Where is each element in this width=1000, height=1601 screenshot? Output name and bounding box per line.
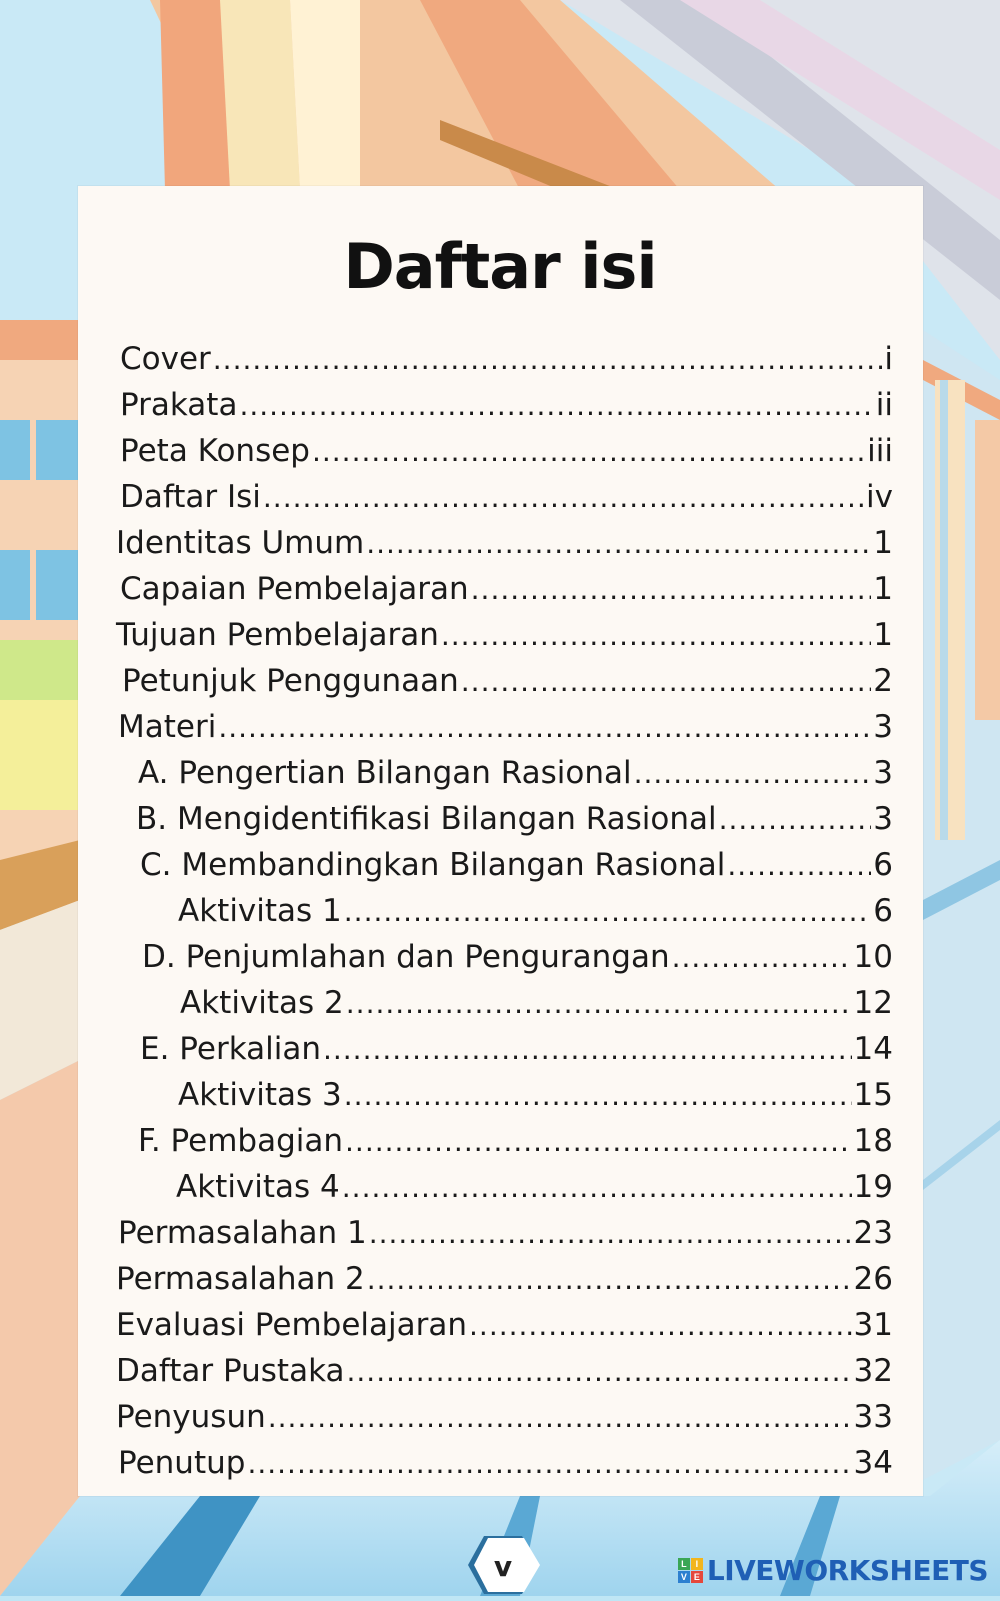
liveworksheets-logo[interactable] [678, 1554, 988, 1587]
toc-leader-dots [471, 567, 872, 613]
toc-row[interactable] [120, 382, 893, 428]
toc-leader-dots [367, 1257, 852, 1303]
toc-leader-dots [213, 337, 883, 383]
toc-row[interactable] [142, 934, 893, 980]
toc-page: 15 [853, 1077, 893, 1113]
toc-label: Prakata [120, 387, 238, 423]
toc-label: Daftar Isi [120, 479, 261, 515]
toc-page: 14 [853, 1031, 893, 1067]
toc-label: Cover [120, 341, 211, 377]
toc-label: Capaian Pembelajaran [120, 571, 469, 607]
toc-leader-dots [366, 521, 871, 567]
toc-page: 19 [853, 1169, 893, 1205]
page-number: v [493, 1550, 513, 1583]
toc-page: iii [867, 433, 893, 469]
toc-row[interactable] [120, 566, 893, 612]
toc-page: 32 [853, 1353, 893, 1389]
toc-row[interactable] [178, 888, 893, 934]
toc-page: iv [866, 479, 893, 515]
toc-row[interactable] [120, 336, 893, 382]
toc-label: B. Mengidentifikasi Bilangan Rasional [136, 801, 717, 837]
toc-label: F. Pembagian [138, 1123, 344, 1159]
toc-row[interactable] [118, 704, 893, 750]
toc-row[interactable] [120, 428, 893, 474]
toc-row[interactable] [136, 796, 893, 842]
toc-row[interactable] [116, 1302, 893, 1348]
toc-page: ii [875, 387, 893, 423]
liveworksheets-icon: L I V E [678, 1558, 703, 1583]
page-number-badge [466, 1534, 540, 1598]
toc-row[interactable] [178, 1072, 893, 1118]
toc-row[interactable] [176, 1164, 893, 1210]
toc-page: 1 [873, 571, 893, 607]
toc-label: C. Membandingkan Bilangan Rasional [140, 847, 726, 883]
toc-page: 2 [873, 663, 893, 699]
toc-page: 6 [873, 847, 893, 883]
toc-label: Petunjuk Penggunaan [122, 663, 459, 699]
toc-page: 31 [853, 1307, 893, 1343]
toc-row[interactable] [116, 1348, 893, 1394]
toc-leader-dots [634, 751, 872, 797]
toc-row[interactable] [118, 1440, 893, 1486]
toc-row[interactable] [116, 612, 893, 658]
toc-label: Peta Konsep [120, 433, 310, 469]
toc-page: 33 [853, 1399, 893, 1435]
toc-leader-dots [719, 797, 872, 843]
toc-page: 18 [853, 1123, 893, 1159]
toc-label: Daftar Pustaka [116, 1353, 345, 1389]
toc-label: A. Pengertian Bilangan Rasional [138, 755, 632, 791]
toc-page: i [884, 341, 893, 377]
toc-label: Permasalahan 1 [118, 1215, 367, 1251]
toc-page: 6 [873, 893, 893, 929]
toc-row[interactable] [138, 750, 893, 796]
toc-leader-dots [347, 1349, 852, 1395]
toc-page: 3 [873, 801, 893, 837]
toc-label: Penyusun [116, 1399, 266, 1435]
toc-leader-dots [727, 843, 871, 889]
toc-row[interactable] [116, 1394, 893, 1440]
toc-page: 3 [873, 709, 893, 745]
toc-label: Aktivitas 3 [178, 1077, 342, 1113]
toc-leader-dots [345, 1119, 852, 1165]
toc-label: Tujuan Pembelajaran [116, 617, 439, 653]
toc-label: D. Penjumlahan dan Pengurangan [142, 939, 670, 975]
toc-row[interactable] [118, 1210, 893, 1256]
toc-leader-dots [247, 1441, 851, 1487]
toc-page: 3 [873, 755, 893, 791]
toc-label: Identitas Umum [116, 525, 365, 561]
toc-row[interactable] [140, 1026, 893, 1072]
toc-leader-dots [469, 1303, 852, 1349]
toc-page: 26 [853, 1261, 893, 1297]
toc-label: Permasalahan 2 [116, 1261, 365, 1297]
toc-page: 12 [853, 985, 893, 1021]
toc-page: 1 [873, 525, 893, 561]
toc-leader-dots [346, 981, 852, 1027]
toc-leader-dots [461, 659, 871, 705]
toc-label: E. Perkalian [140, 1031, 321, 1067]
toc-leader-dots [263, 475, 864, 521]
brand-name: LIVEWORKSHEETS [706, 1554, 988, 1587]
toc-page: 23 [853, 1215, 893, 1251]
toc-label: Aktivitas 2 [180, 985, 344, 1021]
toc-row[interactable] [116, 520, 893, 566]
toc-leader-dots [344, 1073, 852, 1119]
toc-leader-dots [342, 1165, 852, 1211]
toc-row[interactable] [180, 980, 893, 1026]
toc-leader-dots [312, 429, 865, 475]
toc-leader-dots [672, 935, 852, 981]
toc-row[interactable] [122, 658, 893, 704]
toc-leader-dots [268, 1395, 852, 1441]
toc-label: Penutup [118, 1445, 246, 1481]
toc-page: 34 [853, 1445, 893, 1481]
toc-row[interactable] [116, 1256, 893, 1302]
toc-leader-dots [369, 1211, 852, 1257]
toc-row[interactable] [140, 842, 893, 888]
page-title: Daftar isi [343, 230, 657, 303]
toc-leader-dots [239, 383, 873, 429]
toc-leader-dots [441, 613, 871, 659]
toc-leader-dots [218, 705, 871, 751]
toc-row[interactable] [138, 1118, 893, 1164]
toc-label: Aktivitas 1 [178, 893, 342, 929]
toc-page: 10 [853, 939, 893, 975]
toc-leader-dots [323, 1027, 852, 1073]
toc-label: Evaluasi Pembelajaran [116, 1307, 468, 1343]
toc-page: 1 [873, 617, 893, 653]
toc-leader-dots [344, 889, 872, 935]
toc-label: Materi [118, 709, 217, 745]
toc-label: Aktivitas 4 [176, 1169, 340, 1205]
toc-row[interactable] [120, 474, 893, 520]
